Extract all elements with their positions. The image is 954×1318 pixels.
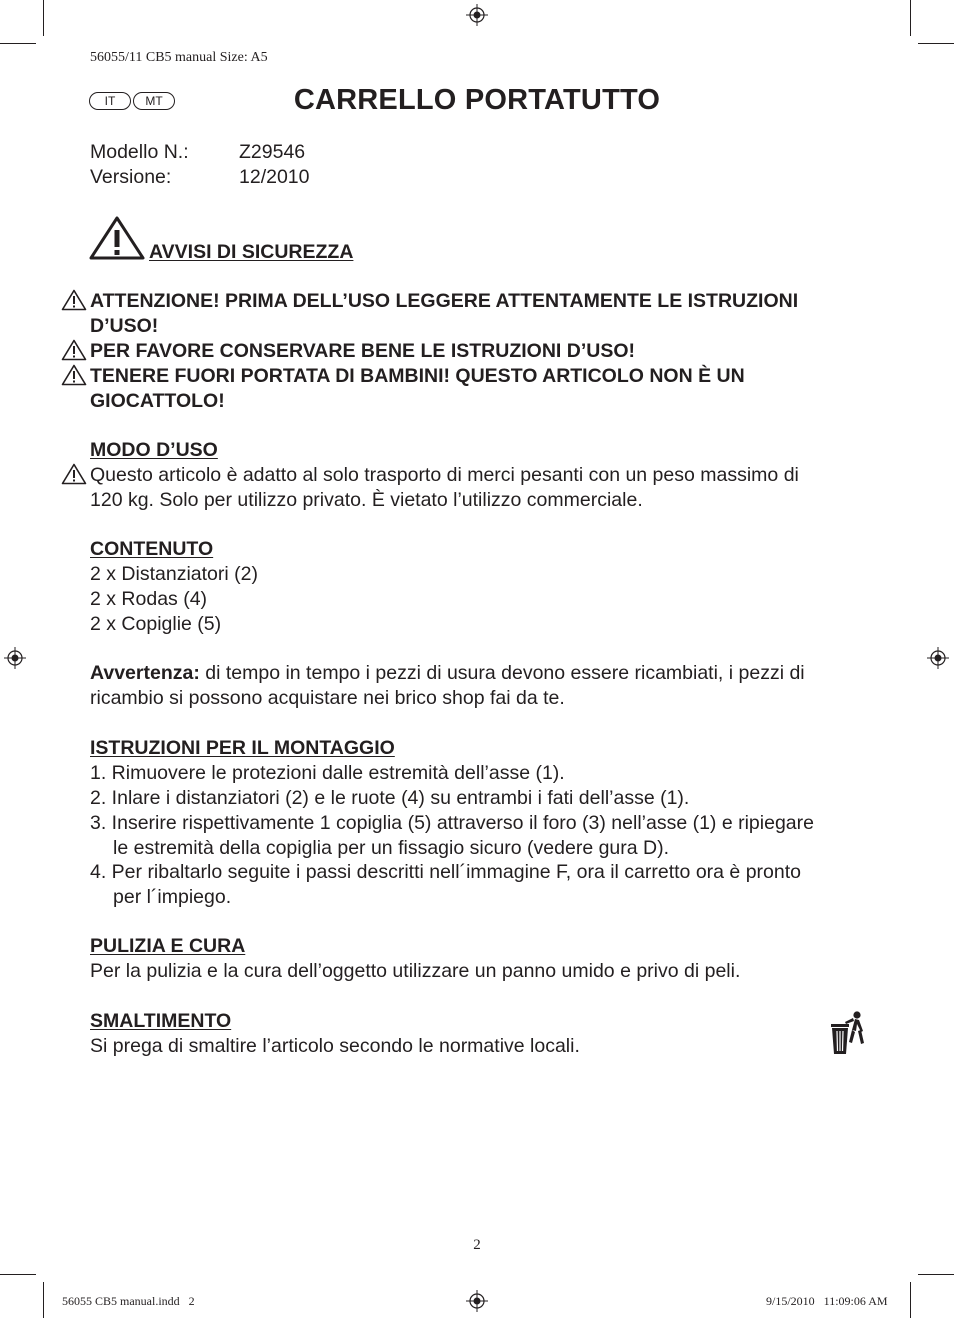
- care-heading: PULIZIA E CURA: [90, 935, 246, 957]
- disposal-text: Si prega di smaltire l’articolo secondo le normative locali.: [90, 1035, 580, 1057]
- assembly-step: 2. Inlare i distanziatori (2) e le ruote (4) su entrambi i fati dell’asse (1).: [90, 787, 690, 809]
- care-text: Per la pulizia e la cura dell’oggetto utilizzare un panno umido e privo di peli.: [90, 960, 741, 982]
- contents-item: 2 x Rodas (4): [90, 588, 208, 610]
- recycle-bin-icon: [828, 1010, 866, 1056]
- assembly-step: 3. Inserire rispettivamente 1 copiglia (5) attraverso il foro (3) nell’asse (1) e ripiegare: [90, 812, 814, 834]
- warning-3-line-2: GIOCATTOLO!: [90, 390, 225, 412]
- crop-mark: [910, 1282, 911, 1318]
- warning-3-line-1: TENERE FUORI PORTATA DI BAMBINI! QUESTO ARTICOLO NON È UN: [90, 365, 745, 387]
- crop-mark: [918, 43, 954, 44]
- footer-timestamp: 9/15/2010 11:09:06 AM: [766, 1294, 888, 1308]
- model-label: Modello N.:: [90, 141, 189, 163]
- page-number: 2: [473, 1237, 481, 1253]
- registration-mark-icon: [466, 1290, 488, 1312]
- warning-icon: [61, 463, 87, 485]
- usage-heading: MODO D’USO: [90, 439, 218, 461]
- note-line-2: ricambio si possono acquistare nei brico shop fai da te.: [90, 687, 565, 709]
- contents-heading: CONTENUTO: [90, 538, 214, 560]
- version-value: 12/2010: [239, 166, 310, 188]
- assembly-step-continued: le estremità della copiglia per un fissagio sicuro (vedere gura D).: [113, 837, 670, 859]
- crop-mark: [0, 43, 36, 44]
- safety-heading: AVVISI DI SICUREZZA: [149, 241, 354, 263]
- registration-mark-icon: [927, 647, 949, 669]
- warning-icon: [61, 364, 87, 386]
- registration-mark-icon: [4, 647, 26, 669]
- note-text: di tempo in tempo i pezzi di usura devono essere ricambiati, i pezzi di: [205, 662, 805, 684]
- warning-icon: [61, 289, 87, 311]
- warning-icon: [61, 339, 87, 361]
- usage-line-1: Questo articolo è adatto al solo trasporto di merci pesanti con un peso massimo di: [90, 464, 799, 486]
- crop-mark: [910, 0, 911, 36]
- contents-item: 2 x Copiglie (5): [90, 613, 222, 635]
- contents-item: 2 x Distanziatori (2): [90, 563, 258, 585]
- crop-mark: [43, 0, 44, 36]
- assembly-heading: ISTRUZIONI PER IL MONTAGGIO: [90, 737, 395, 759]
- assembly-step: 1. Rimuovere le protezioni dalle estremità dell’asse (1).: [90, 762, 565, 784]
- disposal-heading: SMALTIMENTO: [90, 1010, 232, 1032]
- note-line-1: [90, 661, 805, 686]
- print-header: 56055/11 CB5 manual Size: A5: [90, 50, 268, 65]
- warning-large-icon: [89, 216, 145, 260]
- crop-mark: [43, 1282, 44, 1318]
- page-title: CARRELLO PORTATUTTO: [293, 84, 661, 116]
- version-label: Versione:: [90, 166, 172, 188]
- footer-file-name: 56055 CB5 manual.indd 2: [62, 1294, 195, 1308]
- note-label: Avvertenza:: [90, 662, 200, 684]
- registration-mark-icon: [466, 4, 488, 26]
- usage-line-2: 120 kg. Solo per utilizzo privato. È vietato l’utilizzo commerciale.: [90, 489, 643, 511]
- crop-mark: [918, 1274, 954, 1275]
- warning-1-line-1: ATTENZIONE! PRIMA DELL’USO LEGGERE ATTENTAMENTE LE ISTRUZIONI: [90, 290, 799, 312]
- assembly-step-continued: per l´impiego.: [113, 886, 232, 908]
- assembly-step: 4. Per ribaltarlo seguite i passi descritti nell´immagine F, ora il carretto ora è pronto: [90, 861, 801, 883]
- warning-2: PER FAVORE CONSERVARE BENE LE ISTRUZIONI D’USO!: [90, 340, 635, 362]
- language-badge-mt: MT: [133, 92, 175, 110]
- model-value: Z29546: [239, 141, 306, 163]
- language-badge-it: IT: [89, 92, 131, 110]
- crop-mark: [0, 1274, 36, 1275]
- warning-1-line-2: D’USO!: [90, 315, 159, 337]
